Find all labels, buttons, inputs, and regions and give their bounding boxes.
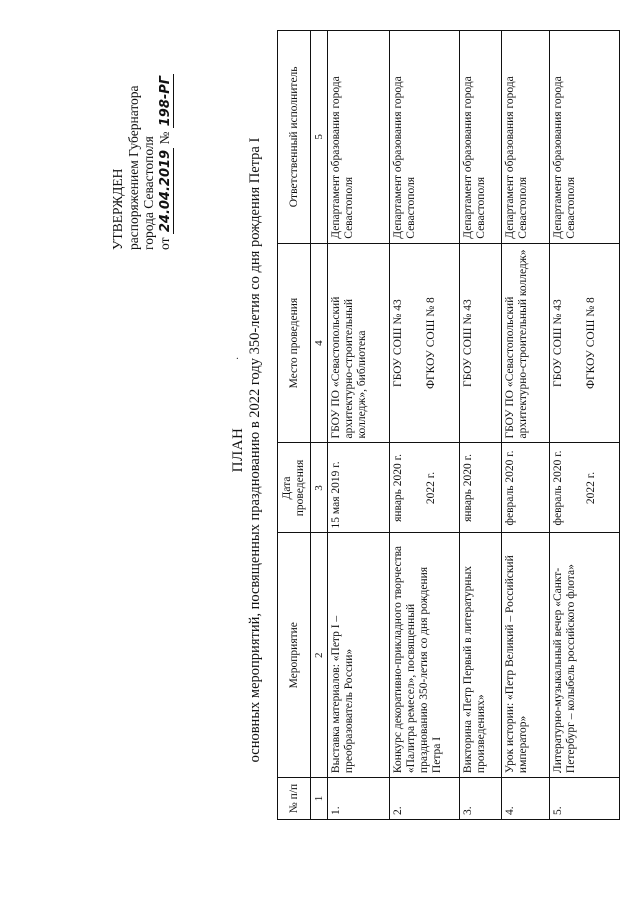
stray-mark: · <box>233 356 244 360</box>
header-num: № п/п <box>278 778 311 820</box>
row-place-1: ГБОУ СОШ № 43 <box>552 299 564 387</box>
approval-date-value: 24.04.2019 <box>157 149 173 233</box>
row-date <box>550 443 620 533</box>
approval-line-2: распоряжением Губернатора <box>125 85 141 250</box>
row-date-1: февраль 2020 г. <box>504 450 516 526</box>
row-place-1: ГБОУ СОШ № 43 <box>462 299 474 387</box>
row-place <box>502 243 550 443</box>
column-number-row <box>311 31 328 820</box>
row-number: 5. <box>550 778 620 820</box>
row-date-1: январь 2020 г. <box>392 454 404 522</box>
document-title <box>230 55 264 845</box>
header-responsible: Ответственный исполнитель <box>278 31 311 244</box>
row-responsible: Департамент образования города Севастополя <box>502 31 550 244</box>
table-header-row <box>278 31 311 820</box>
row-place <box>550 243 620 443</box>
approval-line-1: УТВЕРЖДЕН <box>110 168 125 250</box>
row-event: Конкурс декоративно-прикладного творчества «Палитра ремесел», посвященный празднованию 350-летия со дня рождения Петра I <box>390 533 460 778</box>
col-number: 4 <box>311 243 328 443</box>
row-date <box>390 443 460 533</box>
row-date-1: февраль 2020 г. <box>552 450 564 526</box>
row-date-2: 2022 г. <box>425 471 437 505</box>
approval-date-line <box>157 15 174 250</box>
row-responsible: Департамент образования города Севастополя <box>460 31 502 244</box>
header-date: Дата проведения <box>278 443 311 533</box>
row-event: Викторина «Петр Первый в литературных произведениях» <box>460 533 502 778</box>
header-place: Место проведения <box>278 243 311 443</box>
row-date-2: 2022 г. <box>585 471 597 505</box>
approval-stamp <box>110 15 173 250</box>
approval-number-prefix: № <box>156 131 172 145</box>
table-row <box>460 31 502 820</box>
row-date-1: 15 мая 2019 г. <box>330 461 342 529</box>
row-number: 2. <box>390 778 460 820</box>
approval-line-3: города Севастополя <box>141 136 156 250</box>
row-place <box>328 243 390 443</box>
row-date-1: январь 2020 г. <box>462 454 474 522</box>
table-row <box>390 31 460 820</box>
approval-date-prefix: от <box>156 237 172 250</box>
row-responsible: Департамент образования города Севастополя <box>390 31 460 244</box>
row-date <box>328 443 390 533</box>
row-date <box>460 443 502 533</box>
col-number: 3 <box>311 443 328 533</box>
events-table <box>277 30 620 820</box>
row-number: 4. <box>502 778 550 820</box>
header-event: Мероприятие <box>278 533 311 778</box>
row-number: 3. <box>460 778 502 820</box>
row-place-1: ГБОУ ПО «Севастопольский архитектурно-строительный колледж» <box>504 249 529 439</box>
table-row <box>502 31 550 820</box>
row-place-2: ФГКОУ СОШ № 8 <box>425 297 437 390</box>
row-event: Литературно-музыкальный вечер «Санкт-Петербург – колыбель российского флота» <box>550 533 620 778</box>
row-place-1: ГБОУ СОШ № 43 <box>392 299 404 387</box>
table-row <box>550 31 620 820</box>
row-place <box>460 243 502 443</box>
row-event: Урок истории: «Петр Великий – Российский император» <box>502 533 550 778</box>
row-responsible: Департамент образования города Севастополя <box>328 31 390 244</box>
row-place-2: ФГКОУ СОШ № 8 <box>585 297 597 390</box>
row-place <box>390 243 460 443</box>
row-date <box>502 443 550 533</box>
title-heading: ПЛАН <box>230 427 246 473</box>
table-row <box>328 31 390 820</box>
col-number: 5 <box>311 31 328 244</box>
col-number: 1 <box>311 778 328 820</box>
col-number: 2 <box>311 533 328 778</box>
approval-number-value: 198-РГ <box>157 75 173 127</box>
row-number: 1. <box>328 778 390 820</box>
row-responsible: Департамент образования города Севастополя <box>550 31 620 244</box>
title-subtitle: основных мероприятий, посвященных празднованию в 2022 году 350-летия со дня рождения Петра I <box>247 137 263 763</box>
row-event: Выставка материалов: «Петр I – преобразователь России» <box>328 533 390 778</box>
row-place-1: ГБОУ ПО «Севастопольский архитектурно-строительный колледж», библиотека <box>330 296 368 439</box>
